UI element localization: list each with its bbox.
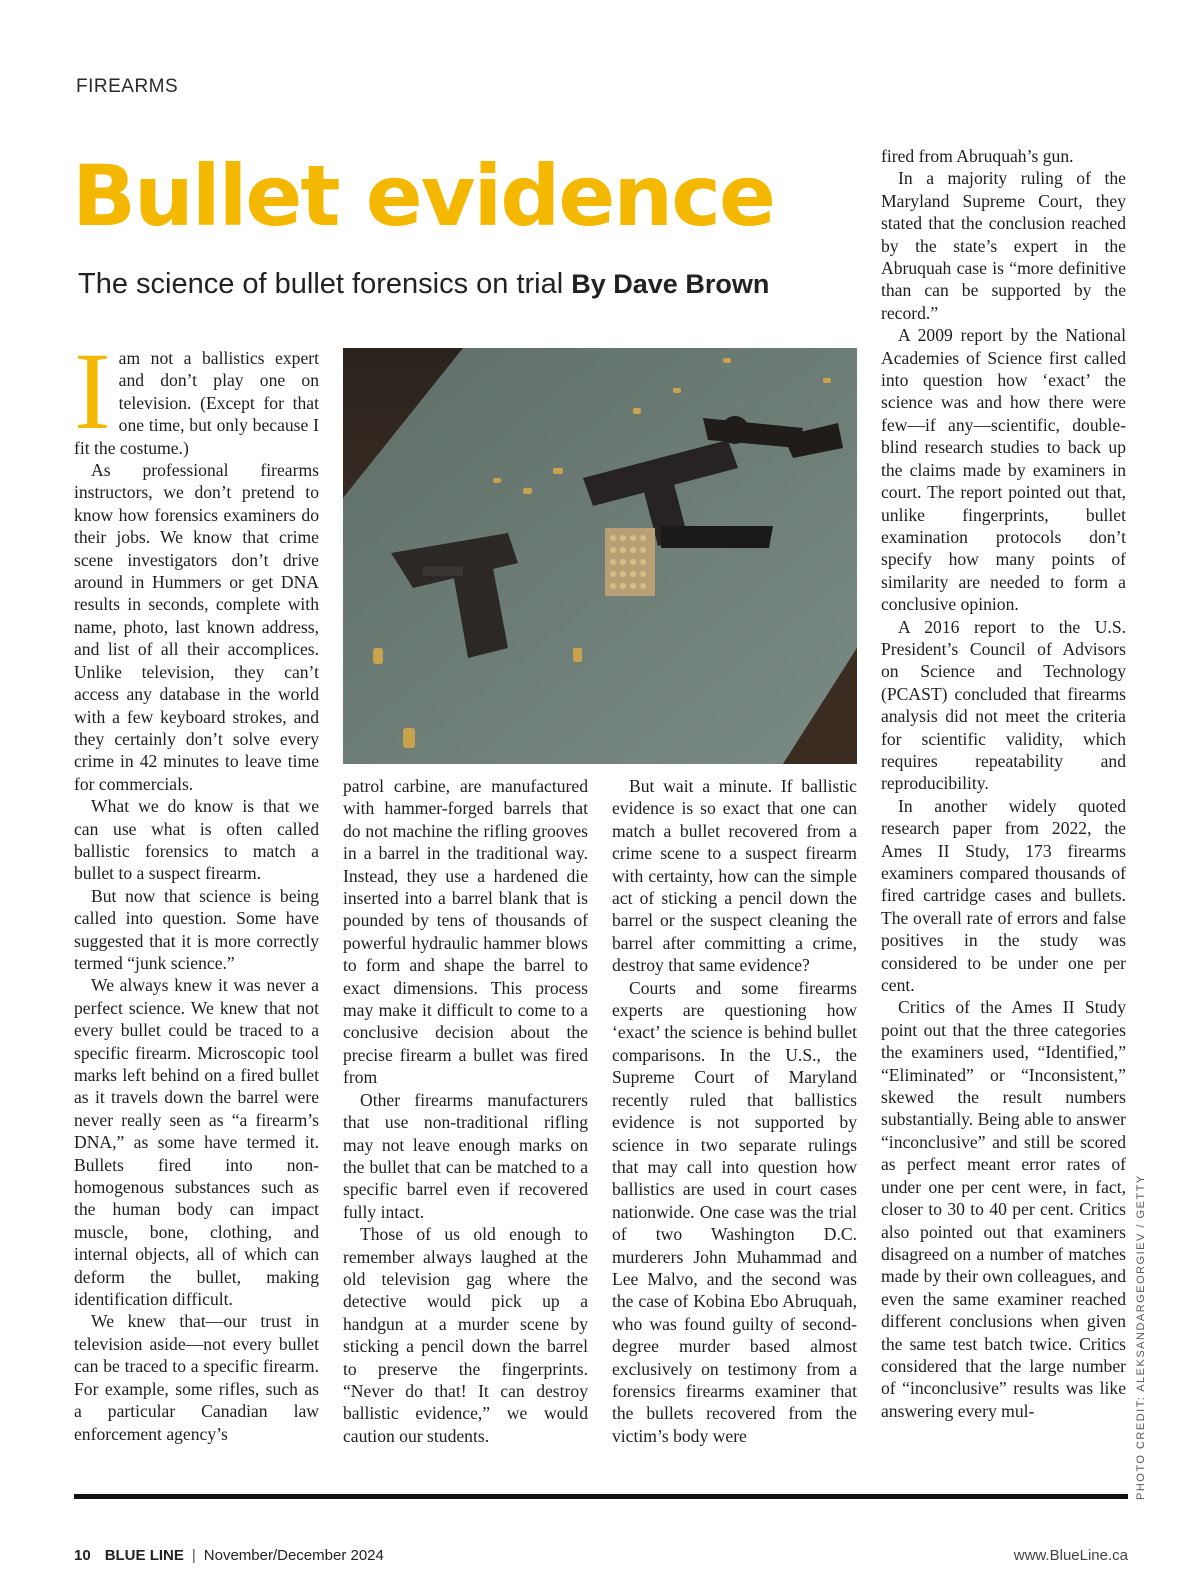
paragraph: Courts and some firearms experts are questioning how ‘exact’ the science is behind bullet comparisons. In the U.S., the Supreme Court of Maryland recently ruled that ballistics evidence is not supported by science in two separate rulings that may call into question how ballistics are used in court cases nationwide. One case was the trial of two Washington D.C. murderers John Muhammad and Lee Malvo, and the second was the case of Kobina Ebo Abruquah, who was found guilty of second-degree murder based almost exclusively on testimony from a forensics firearms examiner that the bullets recovered from the victim’s body were <box>612 977 857 1446</box>
issue-date: November/December 2024 <box>203 1547 384 1564</box>
footer-left <box>74 1547 384 1564</box>
section-label: FIREARMS <box>76 76 179 97</box>
paragraph: fired from Abruquah’s gun. <box>881 146 1074 166</box>
column-4 <box>881 145 1126 1422</box>
footer-separator: | <box>191 1547 196 1564</box>
article-photo <box>343 348 857 764</box>
subtitle-text: The science of bullet forensics on trial <box>78 268 564 300</box>
drop-cap: I <box>74 330 111 452</box>
paragraph: Other firearms manufacturers that use non-traditional rifling may not leave enough marks on the bullet that can be matched to a specific barrel even if recovered fully intact. <box>343 1089 588 1222</box>
paragraph: We always knew it was never a perfect science. We knew that not every bullet could be traced to a specific firearm. Microscopic tool marks left behind on a fired bullet as it travels down the barrel were never really seen as “a firearm’s DNA,” as some have termed it. Bullets fired into non-homogenous substances such as the human body can impact muscle, bone, clothing, and internal objects, all of which can deform the bullet, making identification difficult. <box>74 975 319 1310</box>
paragraph: A 2009 report by the National Academies of Science first called into question how ‘exact’ the science was and how there were few—if any—scientific, double-blind research studies to back up the claims made by examiners in court. The report pointed out that, unlike fingerprints, bullet examination protocols don’t specify how many points of similarity are needed to form a conclusive opinion. <box>881 325 1126 615</box>
column-2 <box>343 775 588 1447</box>
paragraph: A 2016 report to the U.S. President’s Council of Advisors on Science and Technology (PCAST) concluded that firearms analysis did not meet the criteria for scientific validity, which requires repeatability and reproducibility. <box>881 616 1126 794</box>
magazine-name: BLUE LINE <box>104 1547 184 1564</box>
footer-rule <box>74 1494 1128 1499</box>
paragraph <box>74 330 319 459</box>
photo-credit: PHOTO CREDIT: ALEKSANDARGEORGIEV / GETTY <box>1135 1174 1147 1500</box>
website-link[interactable]: www.BlueLine.ca <box>1013 1547 1128 1564</box>
article-title: Bullet evidence <box>72 147 774 245</box>
article-subtitle <box>78 268 769 301</box>
paragraph: But now that science is being called into question. Some have suggested that it is more correctly termed “junk science.” <box>74 885 319 973</box>
paragraph: Critics of the Ames II Study point out that the three categories the examiners used, “Identified,” “Eliminated” or “Inconsistent,” skewed the result numbers substantially. Being able to answer “inconclusive” and still be scored as perfect meant error rates of under one per cent were, in fact, closer to 30 to 40 per cent. Critics also pointed out that examiners disagreed on a number of matches made by their own colleagues, and even the same examiner reached different conclusions when given the same test batch twice. Critics considered that the large number of “inconclusive” results was like answering every mul- <box>881 997 1126 1421</box>
paragraph-text: am not a ballistics expert and don’t play one on television. (Except for that one time, but only because I fit the costume.) <box>74 348 319 458</box>
paragraph: In another widely quoted research paper from 2022, the Ames II Study, 173 firearms examiners compared thousands of fired cartridge cases and bullets. The overall rate of errors and false positives in the study was considered to be under one per cent. <box>881 795 1126 996</box>
column-3 <box>612 775 857 1447</box>
handguns-on-mat-illustration <box>343 348 857 764</box>
paragraph: What we do know is that we can use what is often called ballistic forensics to match a bullet to a suspect firearm. <box>74 796 319 884</box>
byline: By Dave Brown <box>571 269 770 299</box>
paragraph: As professional firearms instructors, we don’t pretend to know how forensics examiners do their jobs. We know that crime scene investigators don’t drive around in Hummers or get DNA results in seconds, complete with name, photo, last known address, and list of all their accomplices. Unlike television, they can’t access any database in the world with a few keyboard strokes, and they certainly don’t solve every crime in 42 minutes to leave time for commercials. <box>74 460 319 794</box>
paragraph: But wait a minute. If ballistic evidence is so exact that one can match a bullet recovered from a crime scene to a suspect firearm with certainty, how can the simple act of sticking a pencil down the barrel or the suspect cleaning the barrel after committing a crime, destroy that same evidence? <box>612 776 857 976</box>
paragraph: In a majority ruling of the Maryland Supreme Court, they stated that the conclusion reached by the state’s expert in the Abruquah case is “more definitive than can be supported by the record.” <box>881 168 1126 323</box>
page-number: 10 <box>74 1547 91 1564</box>
column-1 <box>74 330 319 1445</box>
paragraph: patrol carbine, are manufactured with hammer-forged barrels that do not machine the rifling grooves in a barrel in the traditional way. Instead, they use a hardened die inserted into a barrel blank that is pounded by tens of thousands of powerful hydraulic hammer blows to form and shape the barrel to exact dimensions. This process may make it difficult to come to a conclusive decision about the precise firearm a bullet was fired from <box>343 776 588 1088</box>
paragraph: We knew that—our trust in television aside—not every bullet can be traced to a specific firearm. For example, some rifles, such as a particular Canadian law enforcement agency’s <box>74 1311 319 1444</box>
paragraph: Those of us old enough to remember always laughed at the old television gag where the detective would pick up a handgun at a murder scene by sticking a pencil down the barrel to preserve the fingerprints. “Never do that! It can destroy ballistic evidence,” we would caution our students. <box>343 1224 588 1446</box>
